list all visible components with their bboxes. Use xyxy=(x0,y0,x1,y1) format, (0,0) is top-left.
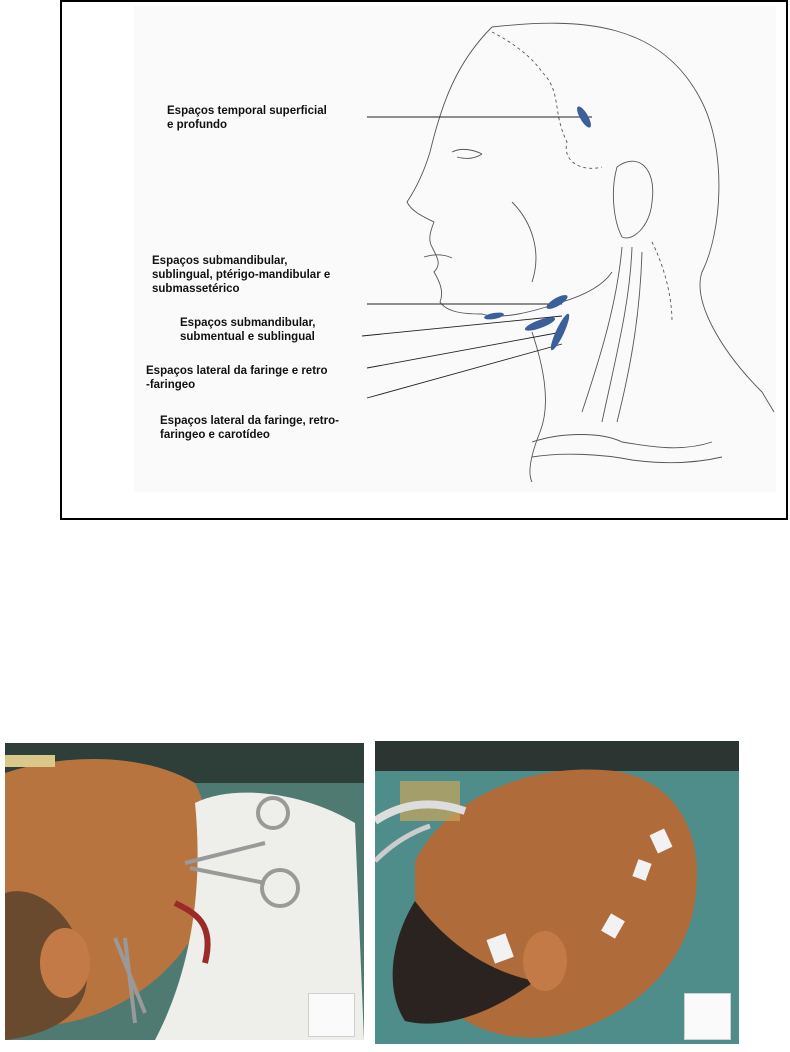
head-outline xyxy=(492,23,774,412)
neck-front xyxy=(530,332,545,482)
label-submental-spaces: Espaços submandibular, submentual e sublingual xyxy=(180,317,316,343)
surgical-photo-right xyxy=(375,741,739,1044)
neck-muscle-1 xyxy=(582,247,622,412)
panel-marker-left xyxy=(308,993,355,1037)
face-profile xyxy=(407,27,492,314)
hairline xyxy=(492,32,602,168)
neck-back-line xyxy=(652,242,672,322)
leader-line-5 xyxy=(367,344,562,398)
jaw-line xyxy=(482,272,612,316)
collar xyxy=(532,435,712,448)
space-mark-submassetric xyxy=(545,293,570,312)
panel-marker-right xyxy=(684,993,731,1040)
label-temporal-spaces: Espaços temporal superficial e profundo xyxy=(167,105,327,131)
anatomy-figure xyxy=(60,0,788,520)
eye xyxy=(452,149,482,158)
leader-line-4 xyxy=(367,332,562,368)
space-mark-sublingual xyxy=(524,315,557,333)
mouth xyxy=(424,255,452,258)
surgical-photo-left xyxy=(5,743,364,1040)
ear xyxy=(613,161,652,238)
cheek xyxy=(512,202,536,282)
neck-muscle-2 xyxy=(602,247,632,422)
space-mark-submental xyxy=(484,311,505,320)
label-carotid-spaces: Espaços lateral da faringe, retro- faringeo e carotídeo xyxy=(160,415,339,441)
label-pharyngeal-spaces: Espaços lateral da faringe e retro -faringeo xyxy=(146,365,328,391)
shoulder xyxy=(532,454,722,463)
label-submandibular-pterygoid-spaces: Espaços submandibular, sublingual, ptérigo-mandibular e submassetérico xyxy=(152,255,331,295)
